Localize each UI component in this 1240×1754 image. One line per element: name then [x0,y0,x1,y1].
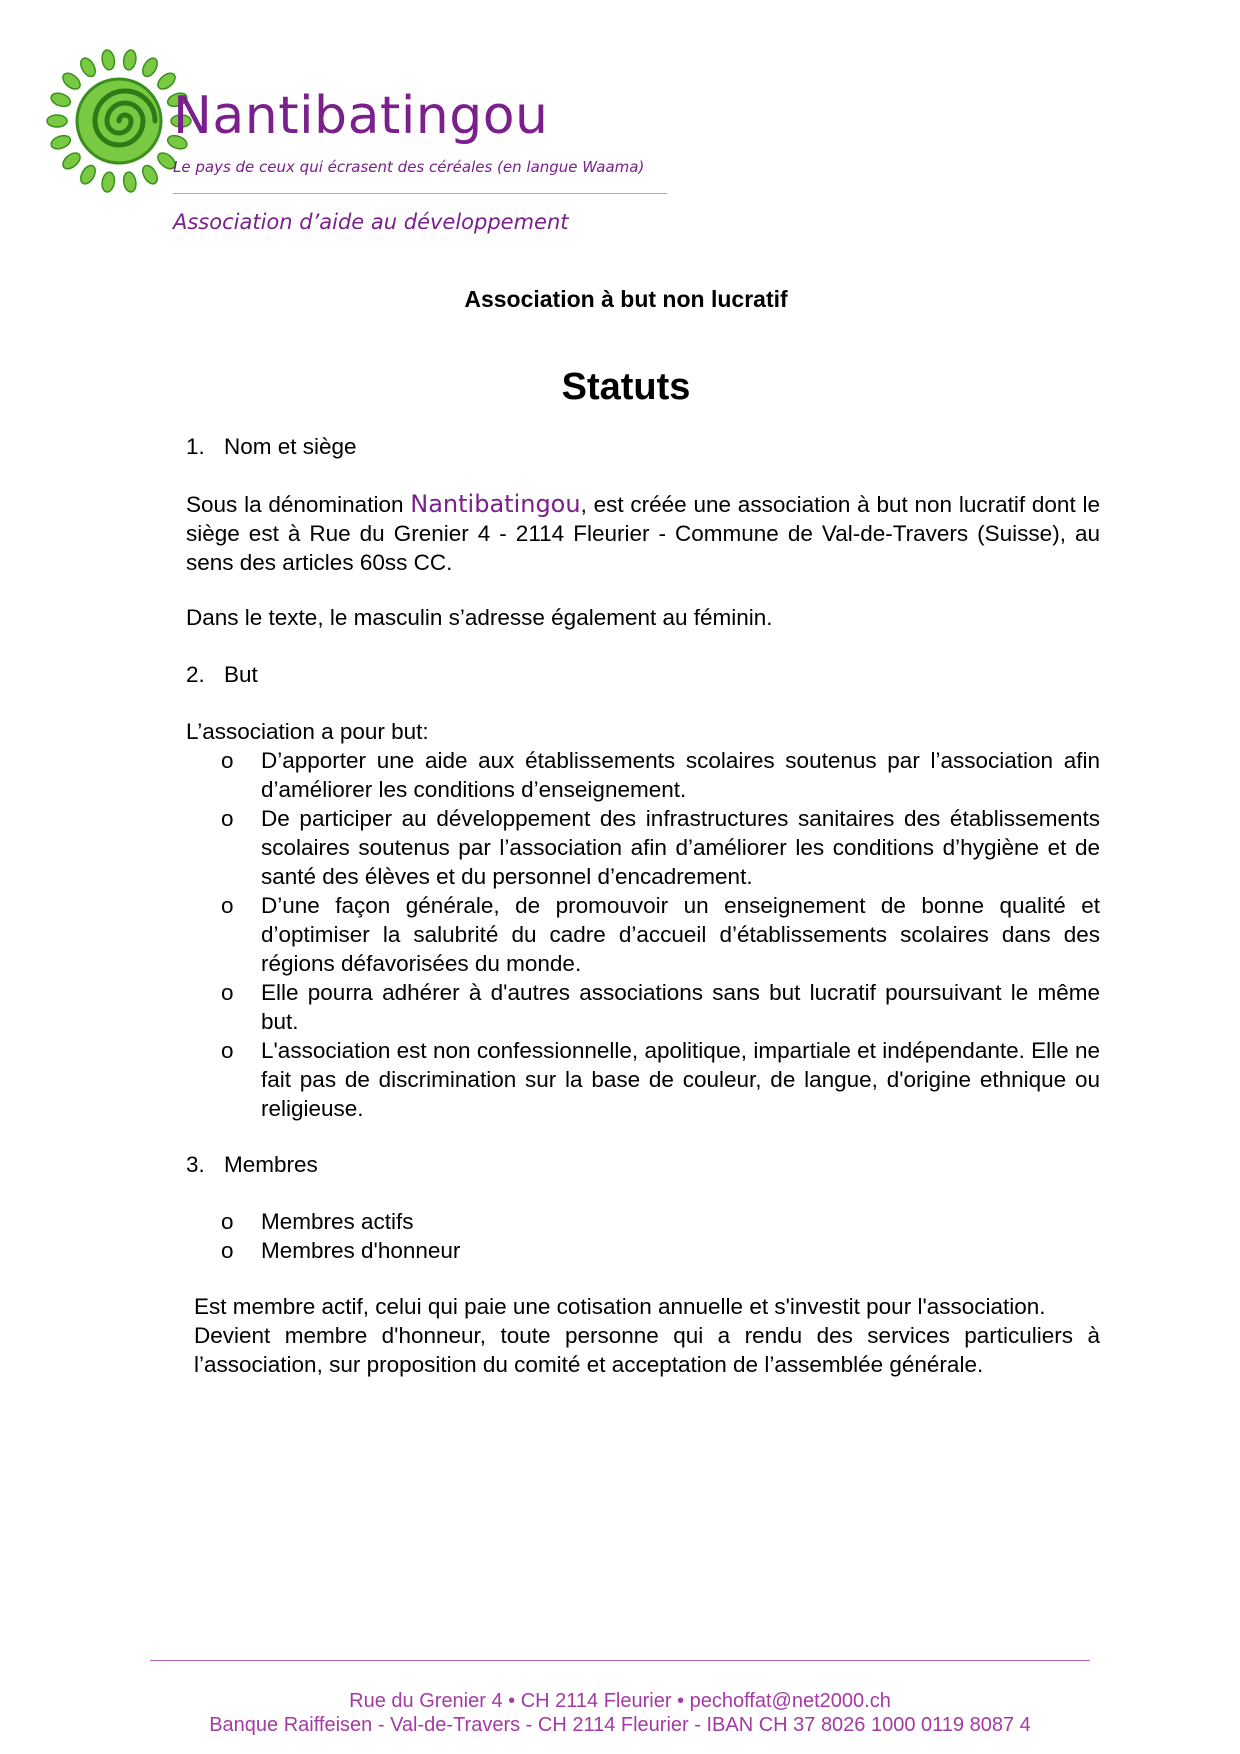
logo-petal [122,49,137,71]
paragraph-membre-actif: Est membre actif, celui qui paie une cotisation annuelle et s'investit pour l'association. [194,1294,1046,1319]
logo-spiral-icon [44,46,194,196]
brand-name: Nantibatingou [173,86,549,146]
footer-address: Rue du Grenier 4 • CH 2114 Fleurier • pechoffat@net2000.ch [349,1690,891,1712]
list-item-text: L'association est non confessionnelle, apolitique, impartiale et indépendante. Elle ne fait pas de discrimination sur la base de couleur, de langue, d'origine ethnique ou religieuse. [261,1038,1100,1121]
list-item-text: D’une façon générale, de promouvoir un enseignement de bonne qualité et d’optimiser la salubrité du cadre d’accueil d’établissements scolaires dans des régions défavorisées du monde. [261,893,1100,976]
section-heading-nom-et-siege [186,432,1100,461]
members-description [186,1292,1100,1379]
brand-tagline: Le pays de ceux qui écrasent des céréales (en langue Waama) [173,158,645,176]
logo-petal [60,70,83,92]
but-list [186,746,1100,1123]
bullet-circle-icon: o [221,893,234,918]
bullet-circle-icon: o [221,1038,234,1063]
paragraph-gender-note: Dans le texte, le masculin s’adresse également au féminin. [186,605,773,630]
paragraph-text: , est créée une association à but non lucratif dont le siège est à Rue du Grenier 4 - 2114 Fleurier - Commune de Val-de-Travers (Suisse), au sens des articles 60ss CC. [186,492,1100,575]
section-number: 3. [186,1152,205,1177]
logo-petal [49,91,72,109]
logo-petal [140,56,160,79]
section-title: Nom et siège [224,434,357,459]
paragraph-but-intro: L’association a pour but: [186,719,429,744]
bullet-circle-icon: o [221,806,234,831]
logo-petal [122,171,137,193]
section-number: 2. [186,662,205,687]
membres-list [186,1207,1100,1265]
list-item [221,1207,1100,1236]
list-item [221,891,1100,978]
list-item-text: Elle pourra adhérer à d'autres associations sans but lucratif poursuivant le même but. [261,980,1100,1034]
logo-petal [140,163,160,186]
paragraph-membre-honneur: Devient membre d'honneur, toute personne qui a rendu des services particuliers à l’association, sur proposition du comité et acceptation de l’assemblée générale. [194,1323,1100,1377]
bullet-circle-icon: o [221,748,234,773]
document-subtitle: Association à but non lucratif [464,286,788,312]
logo-petal [101,49,116,71]
logo-petal [49,133,72,151]
bullet-circle-icon: o [221,1209,234,1234]
list-item-text: Membres d'honneur [261,1238,461,1263]
inline-brand-name: Nantibatingou [410,490,581,518]
logo-petal [78,163,98,186]
list-item-text: Membres actifs [261,1209,414,1234]
bullet-circle-icon: o [221,980,234,1005]
header-divider [173,193,667,194]
document-title: Statuts [561,366,691,408]
list-item-text: De participer au développement des infrastructures sanitaires des établissements scolaires soutenus par l’association afin d’améliorer les conditions d’hygiène et de santé des élèves et du personnel d’encadrement. [261,806,1100,889]
list-item-text: D’apporter une aide aux établissements scolaires soutenus par l’association afin d’améliorer les conditions d’enseignement. [261,748,1100,802]
brand-subheading: Association d’aide au développement [173,210,569,234]
list-item [221,1036,1100,1123]
logo-petal [78,56,98,79]
paragraph-text: Sous la dénomination [186,492,411,517]
document-body [186,432,1100,1379]
section-number: 1. [186,434,205,459]
list-item [221,1236,1100,1265]
footer-divider [150,1660,1090,1661]
bullet-circle-icon: o [221,1238,234,1263]
green-spiral-sun-icon [44,46,194,196]
logo-petal [47,115,67,127]
list-item [221,804,1100,891]
section-heading-but [186,660,1100,689]
section-heading-membres [186,1150,1100,1179]
logo-petal [60,150,83,172]
section-title: Membres [224,1152,318,1177]
footer-bank-details: Banque Raiffeisen - Val-de-Travers - CH 2114 Fleurier - IBAN CH 37 8026 1000 0119 8087 4 [209,1714,1031,1736]
section-title: But [224,662,258,687]
list-item [221,978,1100,1036]
logo-petal [101,171,116,193]
list-item [221,746,1100,804]
paragraph-denomination [186,490,1100,577]
